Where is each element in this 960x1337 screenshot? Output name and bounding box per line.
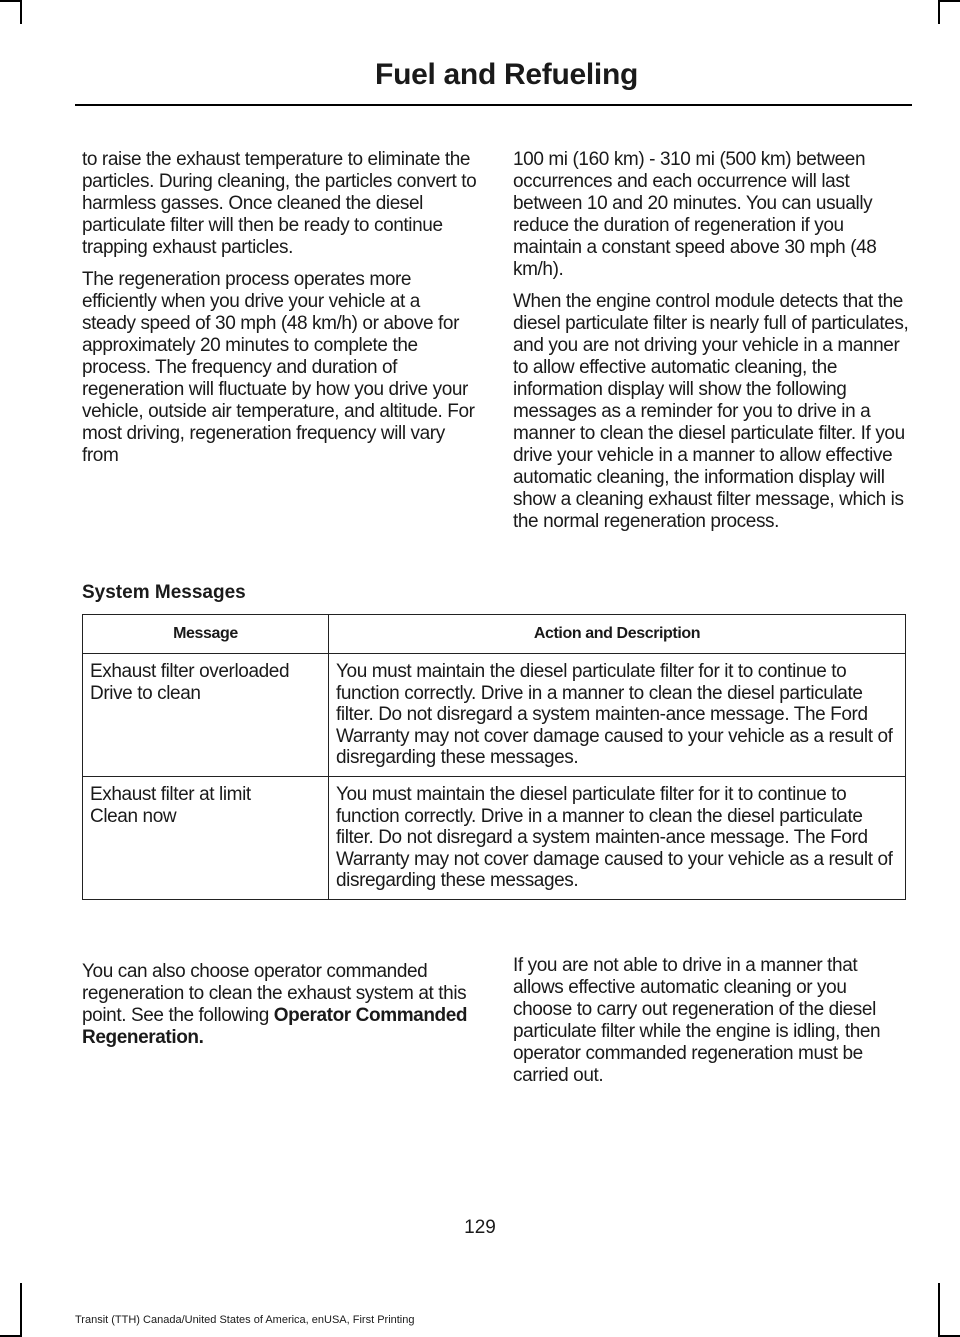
paragraph: The regeneration process operates more efficiently when you drive your vehicle at a steady speed of 30 mph (48 km/h) or above for approximately 20 minutes to complete the process. The frequency and duration of regeneration will fluctuate by how you drive your vehicle, outside air temperature, and altitude. For most driving, regeneration frequency will vary from [82,269,475,466]
crop-mark [938,0,940,24]
title-divider [75,104,912,106]
bottom-left-column [82,961,478,1059]
left-column [82,149,478,477]
table-header-row [83,615,906,654]
message-line: Exhaust filter at limit [90,784,251,806]
section-heading: System Messages [82,582,246,603]
table-row [83,777,906,900]
paragraph: When the engine control module detects that the diesel particulate filter is nearly full of particulates, and you are not driving your vehicle in a manner to allow effective automatic cleaning, the information display will show the following messages as a reminder for you to drive in a manner to clean the diesel particulate filter. If you drive your vehicle in a manner to allow effective automatic cleaning, the information display will show a cleaning exhaust filter message, which is the normal regeneration process. [513,291,909,532]
right-column [513,149,909,543]
crop-mark [20,0,22,24]
paragraph [82,961,478,1049]
crop-mark [938,0,960,2]
page-title: Fuel and Refueling [375,58,638,91]
description-cell: You must maintain the diesel particulate filter for it to continue to function correctly. Drive in a manner to clean the diesel particulate filter. Do not disregard a system mainten-ance message. The Ford Warranty may not cover damage caused to your vehicle as a result of disregarding these messages. [329,777,906,900]
system-messages-table [82,614,906,900]
description-cell: You must maintain the diesel particulate filter for it to continue to function correctly. Drive in a manner to clean the diesel particulate filter. Do not disregard a system mainten-ance message. The Ford Warranty may not cover damage caused to your vehicle as a result of disregarding these messages. [329,654,906,777]
paragraph-text: You can also choose operator commanded regeneration to clean the exhaust system at this point. See the following [82,961,467,1026]
message-cell [83,777,329,900]
message-line: Drive to clean [90,682,201,704]
crop-mark [0,0,22,2]
page-number: 129 [464,1217,496,1238]
cross-reference-link: Operator Commanded Regeneration. [82,1005,468,1048]
paragraph: to raise the exhaust temperature to eliminate the particles. During cleaning, the particles convert to harmless gasses. Once cleaned the diesel particulate filter will then be ready to continue trapping exhaust particles. [82,149,477,258]
message-cell [83,654,329,777]
message-line: Clean now [90,805,177,827]
column-header-description: Action and Description [329,615,906,654]
paragraph: 100 mi (160 km) - 310 mi (500 km) between occurrences and each occurrence will last between 10 and 20 minutes. You can usually reduce the duration of regeneration if you maintain a constant speed above 30 mph (48 km/h). [513,149,877,280]
message-line: Exhaust filter overloaded [90,661,290,683]
footer-text: Transit (TTH) Canada/United States of America, enUSA, First Printing [75,1314,415,1326]
column-header-message: Message [83,615,329,654]
crop-mark [20,1283,22,1337]
bottom-right-column [513,955,909,1097]
paragraph: If you are not able to drive in a manner that allows effective automatic cleaning or you choose to carry out regeneration of the diesel particulate filter while the engine is idling, then operator commanded regeneration must be carried out. [513,955,881,1086]
table-row [83,654,906,777]
crop-mark [938,1283,940,1337]
